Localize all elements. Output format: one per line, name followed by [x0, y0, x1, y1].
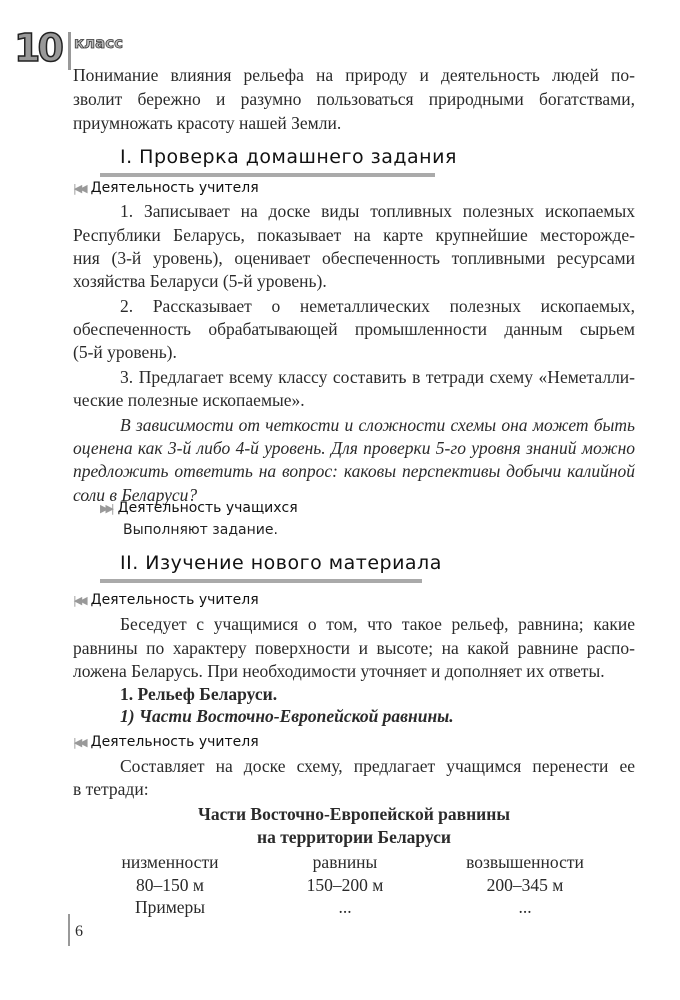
scheme-cell: Примеры — [134, 897, 206, 917]
page-number: 6 — [75, 923, 83, 940]
scheme-cell: 150–200 м — [306, 875, 384, 895]
students-activity-label — [100, 498, 298, 519]
intro-line: Понимание влияния рельефа на природу и деятельность людей по- — [73, 65, 635, 85]
students-text: Выполняют задание. — [123, 522, 278, 538]
scheme-cell: 200–345 м — [486, 875, 564, 895]
label-text: Деятельность учителя — [90, 592, 259, 608]
text-line: ческие полезные ископаемые». — [73, 390, 305, 410]
rewind-icon: |◀◀ — [73, 182, 85, 195]
scheme-cell: 80–150 м — [136, 875, 204, 895]
heading-underline — [100, 579, 422, 583]
section-heading-1: I. Проверка домашнего задания — [120, 146, 457, 168]
teacher-activity-label — [73, 590, 259, 611]
label-text: Деятельность учителя — [90, 180, 259, 196]
text-line: (5-й уровень). — [73, 342, 177, 362]
scheme-cell: возвышенности — [466, 852, 584, 872]
scheme-title: Части Восточно-Европейской равнины — [197, 804, 510, 824]
scheme-cell: низменности — [121, 852, 219, 872]
text-line: равнины по характеру поверхности и высоте; на какой равнине распо- — [73, 638, 635, 658]
italic-line: соли в Беларуси? — [73, 485, 198, 505]
teacher-activity-label — [73, 178, 259, 199]
italic-line: В зависимости от четкости и сложности схемы она может быть — [120, 415, 635, 435]
text-line: ложена Беларусь. При необходимости уточняет и дополняет их ответы. — [73, 661, 605, 681]
text-line: Беседует с учащимися о том, что такое рельеф, равнина; какие — [120, 614, 635, 634]
scheme-cell: ... — [338, 897, 352, 917]
text-line: 3. Предлагает всему классу составить в тетради схему «Неметалли- — [120, 367, 635, 387]
intro-line: зволит бережно и разумно пользоваться природными богатствами, — [73, 89, 635, 109]
subsubheading: 1) Части Восточно-Европейской равнины. — [120, 706, 454, 726]
subheading: 1. Рельеф Беларуси. — [120, 684, 278, 704]
scheme-cell: равнины — [312, 852, 378, 872]
heading-underline — [100, 173, 435, 177]
rewind-icon: |◀◀ — [73, 736, 85, 749]
grade-word: класс — [74, 34, 124, 52]
section-heading-2: II. Изучение нового материала — [120, 552, 442, 574]
text-line: Составляет на доске схему, предлагает учащимся перенести ее — [120, 756, 635, 776]
intro-line: приумножать красоту нашей Земли. — [73, 113, 342, 133]
margin-bar — [68, 32, 71, 70]
grade-number: 10 — [14, 26, 61, 70]
scheme-title: на территории Беларуси — [257, 827, 451, 847]
label-text: Деятельность учителя — [90, 734, 259, 750]
scheme-cell: ... — [518, 897, 532, 917]
text-line: Республики Беларусь, показывает на карте крупнейшие месторожде- — [73, 225, 635, 245]
text-line: 2. Рассказывает о неметаллических полезных ископаемых, — [120, 296, 635, 316]
italic-line: оценена как 3-й либо 4-й уровень. Для проверки 5-го уровня знаний можно — [73, 438, 635, 458]
footer-bar — [68, 914, 70, 946]
teacher-activity-label — [73, 732, 259, 753]
fast-forward-icon: ▶▶| — [100, 502, 112, 515]
italic-line: предложить ответить на вопрос: каковы перспективы добычи калийной — [73, 461, 635, 481]
grade-badge — [14, 26, 61, 70]
label-text: Деятельность учащихся — [117, 500, 298, 516]
text-line: ния (3-й уровень), оценивает обеспеченность топливными ресурсами — [73, 248, 635, 268]
text-line: обеспеченность обрабатывающей промышленности данным сырьем — [73, 319, 635, 339]
rewind-icon: |◀◀ — [73, 594, 85, 607]
text-line: 1. Записывает на доске виды топливных полезных ископаемых — [120, 201, 635, 221]
text-line: в тетради: — [73, 779, 149, 799]
text-line: хозяйства Беларуси (5-й уровень). — [73, 271, 327, 291]
